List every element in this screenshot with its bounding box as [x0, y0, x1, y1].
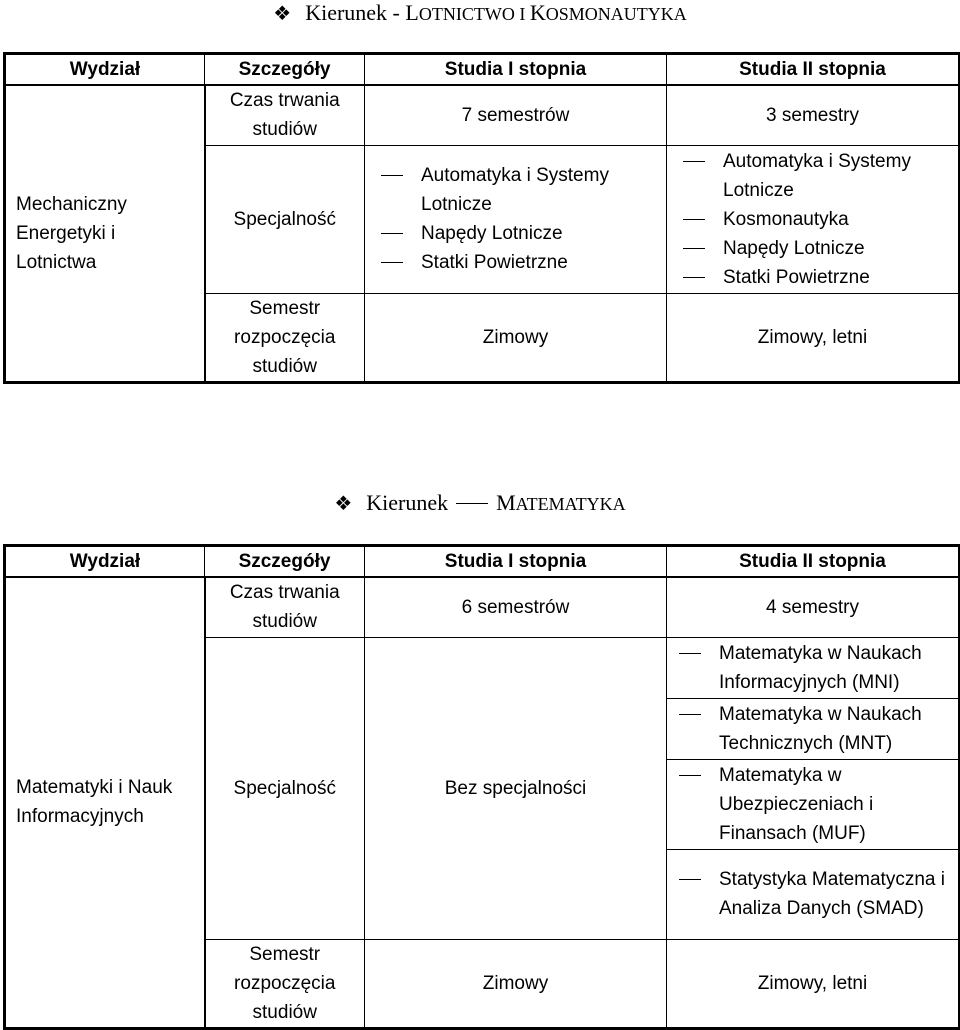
table-header-row [5, 54, 960, 86]
list-item [667, 638, 958, 699]
specialty-second-list [667, 637, 960, 939]
heading-name-part: L [405, 0, 419, 25]
semester-second: Zimowy, letni [667, 293, 960, 382]
semester-label: Semestr rozpoczęcia studiów [205, 939, 365, 1028]
diamond-cluster-icon: ❖ [273, 3, 292, 25]
header-faculty: Wydział [5, 546, 205, 578]
heading-name-part: ATEMATYKA [515, 494, 626, 514]
heading-prefix: Kierunek [366, 490, 449, 515]
diamond-cluster-icon: ❖ [334, 493, 353, 515]
header-second-degree: Studia II stopnia [667, 546, 960, 578]
faculty-name: Matematyki i Nauk Informacyjnych [5, 577, 205, 1028]
heading-dash [456, 503, 488, 504]
table-row [5, 85, 960, 145]
heading-name-part: K [529, 0, 546, 25]
heading-name-part: OTNICTWO I [418, 4, 530, 24]
specialty-second-list [667, 145, 960, 293]
list-item [667, 760, 958, 850]
header-faculty: Wydział [5, 54, 205, 86]
header-first-degree: Studia I stopnia [365, 54, 667, 86]
table-header-row [5, 546, 960, 578]
duration-first: 7 semestrów [365, 85, 667, 145]
semester-first: Zimowy [365, 939, 667, 1028]
header-details: Szczegóły [205, 546, 365, 578]
list-item: Statki Powietrzne [369, 248, 662, 277]
math-table [3, 544, 960, 1030]
list-item [667, 850, 958, 939]
list-item: Automatyka i Systemy Lotnicze [369, 161, 662, 219]
heading-prefix: Kierunek - [305, 0, 406, 25]
list-item-text: Matematyka w Ubezpieczeniach i Finansach (MUF) [667, 761, 958, 848]
list-item-text: Matematyka w Naukach Informacyjnych (MNI) [667, 639, 958, 697]
list-item-text: Statystyka Matematyczna i Analiza Danych (SMAD) [667, 865, 958, 923]
duration-label: Czas trwania studiów [205, 85, 365, 145]
specialty-label: Specjalność [205, 145, 365, 293]
semester-second: Zimowy, letni [667, 939, 960, 1028]
aviation-table [3, 52, 960, 384]
duration-label: Czas trwania studiów [205, 577, 365, 637]
specialty-label: Specjalność [205, 637, 365, 939]
heading-name-part: M [496, 490, 516, 515]
section-heading-aviation [0, 0, 960, 26]
specialty-first-list [365, 145, 667, 293]
semester-label: Semestr rozpoczęcia studiów [205, 293, 365, 382]
list-item [667, 699, 958, 760]
header-first-degree: Studia I stopnia [365, 546, 667, 578]
list-item: Automatyka i Systemy Lotnicze [671, 147, 954, 205]
faculty-name: Mechaniczny Energetyki i Lotnictwa [5, 85, 205, 382]
duration-second: 3 semestry [667, 85, 960, 145]
header-second-degree: Studia II stopnia [667, 54, 960, 86]
list-item: Kosmonautyka [671, 205, 954, 234]
list-item: Napędy Lotnicze [369, 219, 662, 248]
duration-second: 4 semestry [667, 577, 960, 637]
duration-first: 6 semestrów [365, 577, 667, 637]
section-heading-math [0, 490, 960, 516]
list-item: Statki Powietrzne [671, 263, 954, 292]
heading-name-part: OSMONAUTYKA [545, 4, 687, 24]
specialty-first: Bez specjalności [365, 637, 667, 939]
list-item: Napędy Lotnicze [671, 234, 954, 263]
header-details: Szczegóły [205, 54, 365, 86]
semester-first: Zimowy [365, 293, 667, 382]
list-item-text: Matematyka w Naukach Technicznych (MNT) [667, 700, 958, 758]
table-row [5, 577, 960, 637]
